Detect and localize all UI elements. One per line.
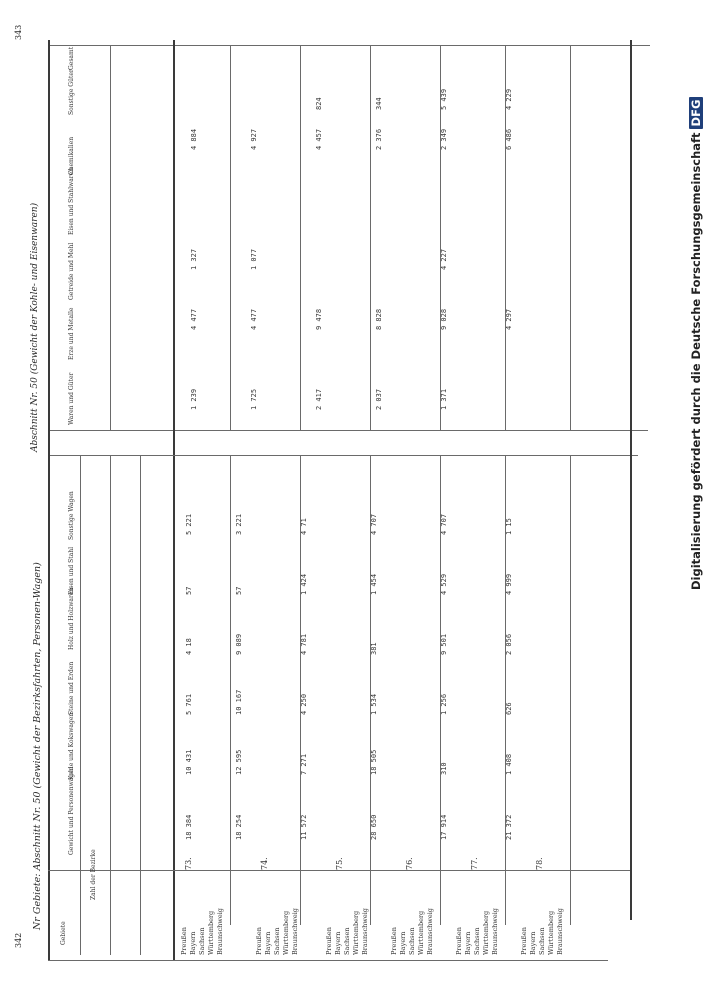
col-sep <box>110 455 111 955</box>
table-cell: 824 <box>315 97 323 110</box>
row-label: Braunschweig <box>426 908 434 955</box>
table-cell: 344 <box>375 97 383 110</box>
header-col: Sonstige Güter <box>68 69 75 115</box>
row-label: Bayern <box>264 931 272 955</box>
table-cell: 12 595 <box>235 749 243 775</box>
row-label: Braunschweig <box>216 908 224 955</box>
row-label: Bayern <box>334 931 342 955</box>
group-number: 78. <box>535 857 544 870</box>
outer-right-rule <box>630 40 632 920</box>
table-cell: 5 761 <box>185 693 193 715</box>
table-cell: 5 439 <box>440 88 448 110</box>
header-col: Getreide und Mehl <box>68 242 75 300</box>
header-col: Steine und Erden <box>68 661 75 715</box>
header-col: Kohle und Kokswagen <box>68 712 75 780</box>
col-sep <box>230 455 231 925</box>
row-label: Bayern <box>189 931 197 955</box>
col-sep <box>230 45 231 430</box>
header-bottom-rule <box>48 870 630 871</box>
header-col: Sonstige Wagen <box>68 491 75 540</box>
table-cell: 4 707 <box>440 513 448 535</box>
row-label: Preußen <box>390 927 398 955</box>
table-cell: 1 239 <box>190 388 198 410</box>
table-cell: 4 707 <box>370 513 378 535</box>
table-cell: 1 256 <box>440 693 448 715</box>
table-cell: 1 077 <box>250 248 258 270</box>
title-left: Nr Gebiete: Abschnitt Nr. 50 (Gewicht der Bezirksfahrten, Personen-Wagen) <box>32 562 43 930</box>
row-label: Bayern <box>464 931 472 955</box>
dfg-badge: DFG <box>689 97 703 130</box>
row-label: Württemberg <box>482 910 490 955</box>
row-label: Bayern <box>529 931 537 955</box>
header-col: Holz und Holzwaren <box>68 587 75 650</box>
table-cell: 9 089 <box>235 633 243 655</box>
table-cell: 4 71 <box>300 518 308 535</box>
row-label: Preußen <box>180 927 188 955</box>
table-cell: 8 828 <box>375 308 383 330</box>
table-cell: 1 725 <box>250 388 258 410</box>
group-number: 76. <box>405 857 414 870</box>
group-number: 73. <box>184 857 193 870</box>
row-label: Württemberg <box>282 910 290 955</box>
row-label: Braunschweig <box>491 908 499 955</box>
col-sep <box>80 455 81 955</box>
table-cell: 1 454 <box>370 573 378 595</box>
table-cell: 1 534 <box>370 693 378 715</box>
row-label: Württemberg <box>352 910 360 955</box>
table-cell: 4 529 <box>440 573 448 595</box>
table-cell: 7 271 <box>300 753 308 775</box>
table-cell: 57 <box>235 586 243 595</box>
table-cell: 1 424 <box>300 573 308 595</box>
table-cell: 1 15 <box>505 518 513 535</box>
table-cell: 28 650 <box>370 814 378 840</box>
table-cell: 4 297 <box>505 308 513 330</box>
table-cell: 4 477 <box>250 308 258 330</box>
table-cell: 17 914 <box>440 814 448 840</box>
table-cell: 310 <box>440 762 448 775</box>
table-cell: 9 501 <box>440 633 448 655</box>
row-label: Sachsen <box>273 927 281 955</box>
group-number: 74. <box>260 857 269 870</box>
row-label: Sachsen <box>343 927 351 955</box>
title-right: Abschnitt Nr. 50 (Gewicht der Kohle- und Eisenwaren) <box>30 202 40 452</box>
row-label: Preußen <box>455 927 463 955</box>
col-sep <box>110 45 111 430</box>
row-label: Braunschweig <box>556 908 564 955</box>
table-cell: 4 781 <box>300 633 308 655</box>
table-cell: 18 254 <box>235 814 243 840</box>
header-rule <box>173 40 175 960</box>
table-cell: 21 372 <box>505 814 513 840</box>
dfg-watermark <box>689 97 703 590</box>
header-col: Eisen und Stahl <box>68 546 75 595</box>
table-cell: 4 999 <box>505 573 513 595</box>
table-cell: 9 478 <box>315 308 323 330</box>
table-cell: 2 056 <box>505 633 513 655</box>
col-sep <box>300 45 301 430</box>
table-cell: 11 572 <box>300 814 308 840</box>
col-sep <box>570 455 571 925</box>
table-cell: 2 417 <box>315 388 323 410</box>
row-label: Sachsen <box>473 927 481 955</box>
table-cell: 4 884 <box>190 128 198 150</box>
table-cell: 10 167 <box>235 689 243 715</box>
row-label: Sachsen <box>538 927 546 955</box>
header-col: Gewicht und Personenwagen <box>68 766 75 855</box>
table-cell: 1 327 <box>190 248 198 270</box>
table-cell: 381 <box>370 642 378 655</box>
table-cell: 18 384 <box>185 814 193 840</box>
top-rule <box>48 45 650 46</box>
table-cell: 2 376 <box>375 128 383 150</box>
row-label: Braunschweig <box>291 908 299 955</box>
page-number-left: 342 <box>14 932 23 948</box>
row-label: Preußen <box>255 927 263 955</box>
table-cell: 4 927 <box>250 128 258 150</box>
outer-left-rule <box>48 40 50 960</box>
table-cell: 4 229 <box>505 88 513 110</box>
table-cell: 2 037 <box>375 388 383 410</box>
table-cell: 3 221 <box>235 513 243 535</box>
header-col: Gesamt <box>68 46 75 70</box>
table-cell: 5 221 <box>185 513 193 535</box>
col-sep <box>370 45 371 430</box>
group-rule <box>173 455 630 456</box>
row-label: Württemberg <box>207 910 215 955</box>
table-cell: 4 250 <box>300 693 308 715</box>
table-cell: 1 371 <box>440 388 448 410</box>
table-cell: 57 <box>185 586 193 595</box>
page-number-right: 343 <box>14 24 23 40</box>
table-cell: 626 <box>505 702 513 715</box>
row-label: Preußen <box>325 927 333 955</box>
watermark-text: Digitalisierung gefördert durch die Deutsche Forschungsgemeinschaft <box>689 132 703 590</box>
row-label: Württemberg <box>547 910 555 955</box>
bottom-rule <box>48 960 608 961</box>
table-cell: 4 477 <box>190 308 198 330</box>
header-col: Chemikalien <box>68 136 75 175</box>
table-cell: 10 431 <box>185 749 193 775</box>
row-label: Bayern <box>399 931 407 955</box>
row-label: Württemberg <box>417 910 425 955</box>
header-col: Erze und Metalle <box>68 307 75 360</box>
row-label: Braunschweig <box>361 908 369 955</box>
table-cell: 4 18 <box>185 638 193 655</box>
header-col: Eisen und Stahlwaren <box>68 167 75 235</box>
header-gebiete: Gebiete <box>60 921 67 945</box>
row-label: Preußen <box>520 927 528 955</box>
table-cell: 9 028 <box>440 308 448 330</box>
header-zahl: Zahl der Bezirke <box>90 849 97 900</box>
row-label: Sachsen <box>198 927 206 955</box>
header-col: Waren und Güter <box>68 372 75 425</box>
group-number: 75. <box>335 857 344 870</box>
middle-rule <box>48 430 648 431</box>
table-cell: 2 349 <box>440 128 448 150</box>
table-cell: 6 486 <box>505 128 513 150</box>
row-label: Sachsen <box>408 927 416 955</box>
table-cell: 1 408 <box>505 753 513 775</box>
table-cell: 4 457 <box>315 128 323 150</box>
table-cell: 4 227 <box>440 248 448 270</box>
col-sep <box>140 455 141 955</box>
table-cell: 18 505 <box>370 749 378 775</box>
col-sep <box>570 45 571 430</box>
group-number: 77. <box>470 857 479 870</box>
